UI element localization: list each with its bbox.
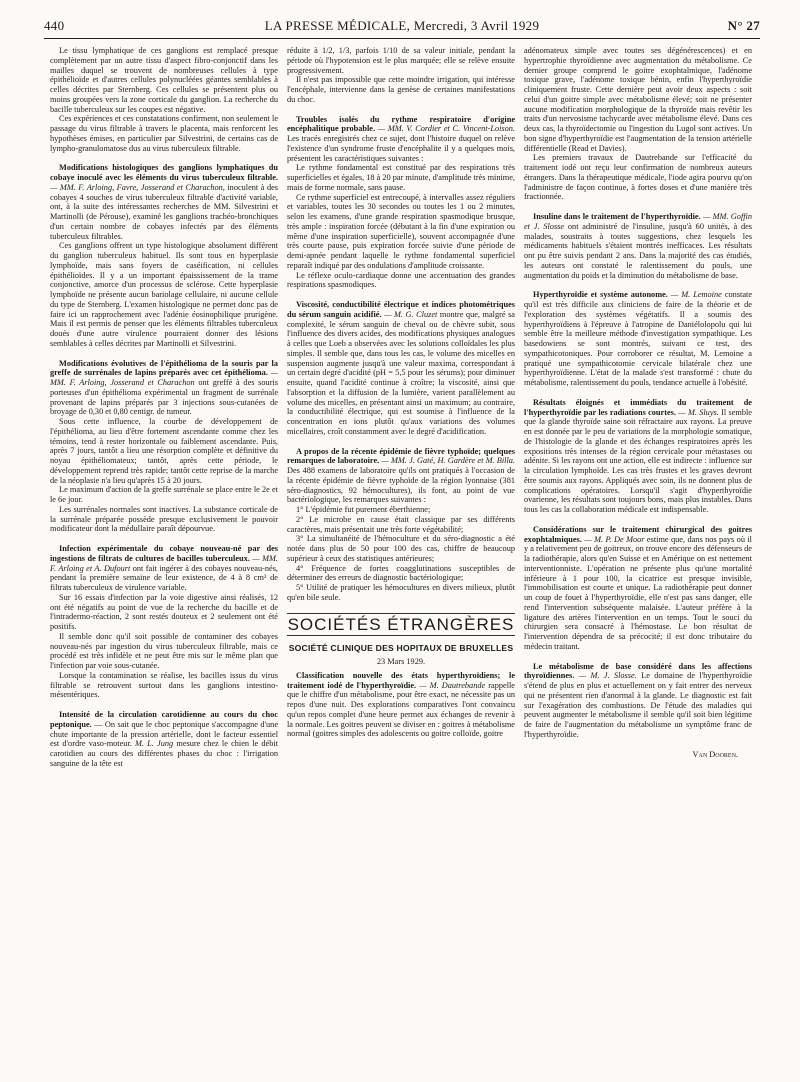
article-text: montre que, malgré sa complexité, le sérum sanguin de cheval ou de chèvre subit, sous l'influence des divers acides, des modifications physiques analogues à celles que Loeb a observées avec les solutions colloïdales les plus simples. Il semble que, dans tous les cas, le volume des micelles en suspension augmente jusqu'à une valeur maxima, correspondant à un certain degré d'acidité (pH = 5,5 pour les sérums); pour diminuer ensuite, quand l'acidité continue à croître; la viscosité, ainsi que l'absorption et la diffusion de la lumière, varient parallèlement au volume des micelles, en présentant ainsi un maximum; au contraire, la conductibilité électrique, qui est soumise à l'influence de la concentration en ions plutôt qu'aux variations des volumes micellaires, croît constamment avec le degré d'acidification. [287, 309, 515, 436]
article-authors: — M. G. Cluzet [384, 309, 438, 319]
article-body [50, 359, 278, 418]
session-date: 23 Mars 1929. [376, 657, 426, 666]
article-heading: Classification nouvelle des états hyperthyroïdiens; le traitement iodé de l'hyperthyroïdie. [287, 670, 515, 690]
journal-title: LA PRESSE MÉDICALE, Mercredi, 3 Avril 1929 [264, 18, 540, 33]
article [50, 163, 278, 348]
paragraph: Ces ganglions offrent un type histologique absolument différent du ganglion tuberculeux habituel. Ils sont tous en hyperplasie lymphoïde, mais sans foyers de caséification, ni cellules épithélioïdes. Il y a un important épaississement de la trame conjonctive, amorce d'un processus de sclérose. Cette hyperplasie lymphoïde ne présente aucun bariolage cellulaire, ni aucune cellule du type de Sternberg. L'examen histologique ne permet donc pas de faire ici un rapprochement avec l'adénie éosinophilique prurigène. Mais il est permis de penser que les éléments filtrables tuberculeux doués d'une autre virulence pourraient donner des lésions semblables à celles décrites par Martinolli et Silvestrini. [50, 241, 278, 348]
list-item: 3° La simultanéité de l'hémoculture et du séro-diagnostic a été notée dans plus de 50 pour 100 des cas, chiffre de beaucoup supérieur à ceux des statistiques antérieures; [287, 534, 515, 563]
paragraph: Lorsque la contamination se réalise, les bacilles issus du virus filtrable se retrouvent surtout dans les ganglions intestino-mésentériques. [50, 670, 278, 700]
article-text: constate qu'il est très difficile aux cliniciens de faire de la théorie et de l'exploration des systèmes végétatifs. Il a soumis des hyperthyroïdiens à l'épreuve à l'atropine de Daniélolopolu qui lui semble être la meilleure méthode d'investigation sympathique. Les basedowiens se sont montrés, suivant ce test, des sympathicotoniques. Pour corroborer ce résultat, M. Lemoine a pratiqué une sympathicotomie cervicale bilatérale chez une hyperthyroïdienne. L'état de la malade s'est transformé : chute du métabolisme, ralentissement du pouls, tendance actuelle à l'obésité. [524, 290, 752, 387]
section-banner: SOCIÉTÉS ÉTRANGÈRES [287, 613, 515, 637]
article-text: rappelle que le chiffre d'un métabolisme, pour être exact, ne nécessite pas un repos d'une nuit. Des explorations comparatives l'ont convaincu qu'un repos complet d'une heure permet aux échanges de revenir à la normale. Les goitres peuvent se diviser en : goitres à métabolisme normal (goitres simples des adolescents ou goitre colloïde, goitre [287, 680, 515, 739]
paragraph: Ce rythme superficiel est entrecoupé, à intervalles assez réguliers et variables, toutes les 30 secondes ou toutes les 1 ou 2 minutes, selon les examens, d'une grande respiration spasmodique brusque, très ample : inspiration forcée (débutant à la fin d'une expiration ou même d'une inspiration superficielle), souvent accompagnée d'une très courte pause, puis expiration forcée suivie d'une période de demi-apnée pendant laquelle le rythme fondamental superficiel reparaît indiqué par des ondulations d'amplitude croissante. [287, 192, 515, 270]
list-item: 5° Utilité de pratiquer les hémocultures en divers milieux, plutôt qu'en bile seule. [287, 583, 515, 602]
article-body [50, 544, 278, 593]
report-signature: Van Dooren. [692, 749, 738, 759]
article-continued [524, 46, 752, 202]
paragraph: Le tissu lymphatique de ces ganglions est remplacé presque complètement par un autre tissu d'aspect fibro-conjonctif dans les mailles duquel se trouvent de nombreuses cellules à type épithélioïde et d'autres cellules polynucléées géantes semblables à celles décrites par Sternberg. Ces cellules se présentent plus ou moins groupées vers la zone corticale du ganglion. La recherche du bacille tuberculeux sur les coupes est négative. [50, 46, 278, 114]
paragraph: Il semble donc qu'il soit possible de contaminer des cobayes nouveau-nés par ingestion du virus tuberculeux filtrable, mais ce procédé est très infidèle et ne peut être mis sur le même plan que l'infection par voie sous-cutanée. [50, 631, 278, 670]
article-body [287, 300, 515, 437]
article [287, 115, 515, 291]
article-authors: — MM. F. Arloing et A. Dufourt [50, 553, 278, 573]
article-heading: Le métabolisme de base considéré dans les affections thyroïdiennes. [524, 661, 752, 681]
article-heading: Infection expérimentale du cobaye nouveau-né par des ingestions de filtrats de cultures de bacilles tuberculeux. [50, 544, 278, 563]
article-text: ont greffé à des souris porteuses d'un épithélioma expérimental un fragment de surrénale provenant de lapins préparés par 3 injections sous-cutanées de broyage de 0,30 et 0,80 centigr. de tumeur. [50, 378, 278, 417]
article-heading: A propos de la récente épidémie de fièvre typhoïde; quelques remarques de laboratoire. [287, 446, 515, 466]
article-text: Il semble que la glande thyroïde saine soit réfractaire aux rayons. La preuve en est donnée par le peu de variations de la morphologie somatique, de l'histologie de la glande et des échanges respiratoires après les expositions très intenses de la région cervicale pour métastases ou adénite. Si les rayons ont une action, elle est indirecte : influence sur la circulation lymphoïde. Les cas très frustes et les graves devront être soumis aux rayons. Appliqués avec soin, ils ne donnent plus de complications opératoires. Lorsqu'il s'agit d'hyperthyroïdie ovarienne, les résultats sont toujours bons, mais plus instables. Dans tous les cas la collaboration médicale est indispensable. [524, 407, 752, 514]
article [287, 300, 515, 437]
article-text: inoculent à des cobayes 4 souches de virus tuberculeux filtrable d'activité variable, ont, à la suite des intéressantes recherches de MM. Silvestrini et Martinolli (de Pérouse), examiné les ganglions trachéo-bronchiques d'un certain nombre de cobayes infectés par des éléments tuberculeux filtrables. [50, 182, 278, 241]
paragraph: Sur 16 essais d'infection par la voie digestive ainsi réalisés, 12 ont été négatifs au point de vue de la recherche du bacille et de l'intradermo-réaction, 2 sont restés douteux et 2 seulement ont été positifs. [50, 592, 278, 631]
header-rule [44, 38, 760, 39]
article [524, 290, 752, 388]
article-body [524, 212, 752, 280]
article [287, 671, 515, 739]
article-authors: — MM. F. Arloing, Josserand et Charachon [50, 368, 278, 387]
article-body [524, 662, 752, 740]
paragraph: Les premiers travaux de Dautrebande sur l'efficacité du traitement iodé ont reçu leur confirmation de nombreux auteurs étrangers. Dans la thérapeutique médicale, l'iode agira pourvu qu'on l'administre de façon continue, à fortes doses et d'une manière très fractionnée. [524, 153, 752, 202]
article-authors: — M. Dautrebande [419, 680, 486, 690]
article-text: ont fait ingérer à des cobayes nouveau-nés, pendant la première semaine de leur existence, de 4 à 8 cm³ de filtrats tuberculeux de virulence variable. [50, 563, 278, 592]
running-header [44, 18, 760, 36]
column-3 [524, 46, 752, 1064]
article-authors: — MM. Goffin et J. Slosse [524, 212, 752, 231]
article [50, 710, 278, 769]
article-continued [287, 46, 515, 105]
paragraph: réduite à 1/2, 1/3, parfois 1/10 de sa valeur initiale, pendant la période où l'hypotension est le plus marquée; elle se relève ensuite progressivement. [287, 46, 515, 75]
society-title: SOCIÉTÉ CLINIQUE DES HOPITAUX DE BRUXELLES [288, 643, 514, 654]
article-body [287, 115, 515, 164]
paragraph: Le maximum d'action de la greffe surrénale se place entre le 2e et le 6e jour. [50, 485, 278, 504]
paragraph: Il n'est pas impossible que cette moindre irrigation, qui intéresse l'encéphale, intervienne dans la genèse de certaines manifestations du choc. [287, 75, 515, 104]
article-authors: — M. Sluys. [678, 407, 719, 417]
article [524, 662, 752, 740]
article [50, 359, 278, 535]
list-item: 2° Le microbe en cause était classique par ses différents caractères, mais présentait une très forte végétabilité; [287, 514, 515, 534]
article-body [50, 710, 278, 769]
article-heading: Viscosité, conductibilité électrique et indices photométriques du sérum sanguin acidifié. [287, 300, 515, 319]
article-authors: M. L. Jung [135, 739, 174, 749]
issue-number: N° 27 [727, 18, 760, 33]
paragraph: Les surrénales normales sont inactives. La substance corticale de la surrénale préparée possède presque exclusivement le pouvoir modificateur dont la médullaire paraît dépourvue. [50, 504, 278, 534]
paragraph: Le réflexe oculo-cardiaque donne une accentuation des grandes respirations spasmodiques. [287, 270, 515, 290]
article [50, 544, 278, 700]
article-heading: Résultats éloignés et immédiats du traitement de l'hyperthyroïdie par les radiations courtes. [524, 397, 752, 417]
paragraph: Sous cette influence, la courbe de développement de l'épithélioma, au lieu d'être fortement ascendante comme chez les témoins, tend à rester horizontale ou faiblement ascendante. Puis, après 7 jours, tantôt a lieu une résorption complète et définitive du noyau épithéliomateux; tantôt, après cette période, le développement reprend très rapide; tantôt cette reprise de la marche de la néoplasie n'a lieu qu'après 15 à 20 jours. [50, 417, 278, 485]
article-text: ont administré de l'insuline, jusqu'à 60 unités, à des malades, soustraits à toutes suggestions, chez lesquels les médicaments habituels s'étaient montrés inefficaces. Les résultats ont pu être suivis pendant 2 ans. Dans la majorité des cas étudiés, les auteurs ont constaté le ralentissement du pouls, une augmentation du poids et la diminution du métabolisme de base. [524, 221, 752, 280]
article-authors: — M. P. De Moor [584, 534, 645, 544]
list-item: 4° Fréquence de fortes coagglutinations susceptibles de déterminer des erreurs de diagnostic bactériologique; [287, 563, 515, 583]
paragraph: adénomateux simple avec toutes ses dégénérescences) et en hypertrophie thyroïdienne avec augmentation du métabolisme. Ce dernier groupe comprend le goitre exophtalmique, l'adénome toxique grave, l'adénome toxique bénin, enfin l'hyperthyroïdie cliniquement fruste. Cette dernière peut avoir deux aspects : soit celui d'un goitre simple avec métabolisme élevé; soit ne présenter aucune modification morphologique de la thyroïde mais revêtir les traits d'un nervosisme tachycarde avec métabolisme élevé. Dans ces deux cas, la thyroïdectomie ou l'ingestion du Lugol sont actives. Un bon signe d'hyperthyroïdie est l'augmentation de la tension artérielle différentielle (Read et Davies). [524, 46, 752, 153]
article-body [524, 290, 752, 388]
article-text: — On sait que le choc peptonique s'accompagne d'une chute importante de la pression artérielle, dont le facteur essentiel est d'ordre vaso-moteur. [50, 719, 278, 749]
article-body [287, 447, 515, 506]
article-heading: Troubles isolés du rythme respiratoire d'origine encéphalitique probable. [287, 114, 515, 134]
article-authors: — MM. J. Gaté, H. Gardère et M. Billa. [381, 456, 515, 466]
page-number: 440 [44, 18, 65, 33]
article-body [524, 398, 752, 515]
article-heading: Modifications évolutives de l'épithélioma de la souris par la greffe de surrénales de lapins préparés avec cet épithélioma. [50, 358, 278, 378]
article [524, 398, 752, 515]
article-authors: — MM. F. Arloing, Favre, Josserand et Charachon, [50, 182, 225, 192]
article-text: Les tracés enregistrés chez ce sujet, dont l'histoire duquel on relève l'existence d'un syndrome fruste d'encéphalite il y a quelques mois, présentent les caractéristiques suivantes : [287, 134, 515, 163]
article-text: mesure chez le chien le débit carotidien au cours des différentes phases du choc : l'irrigation sanguine de la tête est [50, 739, 278, 768]
article [524, 525, 752, 652]
article-heading: Intensité de la circulation carotidienne au cours du choc peptonique. [50, 710, 278, 729]
column-1 [50, 46, 278, 1064]
article-body [524, 525, 752, 652]
article-authors: — M. J. Slosse. [578, 671, 637, 681]
article [524, 212, 752, 280]
paragraph: Le rythme fondamental est constitué par des respirations très superficielles et égales, 18 à 20 par minute, d'amplitude très minime, mais de forme normale, sans pause. [287, 163, 515, 192]
paragraph: Ces expériences et ces constatations confirment, non seulement le passage du virus filtrable à travers le placenta, mais renforcent les hypothèses émises, en particulier par Silvestrini, de certains cas de lympho-granulomatose dus au virus tuberculeux filtrable. [50, 114, 278, 153]
column-2 [287, 46, 515, 1064]
article-text: estime que, dans nos pays où il y a relativement peu de goitreux, on trouve encore des défenseurs de la radiothérapie, alors qu'en Suisse et en Amérique on est nettement interventionniste. L'opération ne présente plus qu'une mortalité inférieure à 1 pour 100, la cicatrice est presque invisible, l'immobilisation est courte et unique. La radiothérapie peut donner un coup de fouet à l'hyperthyroïdie, elle n'est pas sans danger, elle rend l'intervention subséquente malaisée. L'auteur préfère à la ligature des artères l'intervention en un temps. Tout le souci du chirurgien sera consacré à l'hémostase. Le bon résultat de l'intervention dépendra de sa précocité; il est donc tributaire du médecin traitant. [524, 534, 752, 651]
article-text: Des 488 examens de laboratoire qu'ils ont pratiqués à l'occasion de la récente épidémie de fièvre typhoïde de la région lyonnaise (381 séro-diagnostics, 92 hémocultures), ils font, au point de vue bactériologique, les remarques suivantes : [287, 466, 515, 505]
article-body [50, 163, 278, 241]
article-authors: — MM. V. Cordier et C. Vincent-Loison. [377, 124, 515, 134]
article-heading: Considérations sur le traitement chirurgical des goitres exophtalmiques. [524, 524, 752, 544]
article-text: Le domaine de l'hyperthyroïdie s'étend de plus en plus et actuellement on y fait entrer des nerveux qui ne présentent rien d'anormal à la glande. Le diagnostic est fait sur l'exagération des combustions. De l'étude des maladies qui peuvent augmenter le métabolisme il semble qu'il soit bien légitime de faire de l'augmentation du métabolisme un symptôme franc de l'hyperthyroïdie. [524, 671, 752, 739]
article-authors: — M. Lemoine [670, 290, 722, 300]
article-continued [50, 46, 278, 153]
article-heading: Insuline dans le traitement de l'hyperthyroïdie. [533, 212, 701, 221]
article-heading: Modifications histologiques des ganglions lymphatiques du cobaye inoculé avec les éléments du virus tuberculeux filtrable. [50, 163, 278, 182]
article-body [287, 671, 515, 739]
article [287, 447, 515, 603]
article-heading: Hyperthyroïdie et système autonome. [533, 290, 668, 300]
list-item: 1° L'épidémie fut purement éberthienne; [296, 505, 431, 514]
